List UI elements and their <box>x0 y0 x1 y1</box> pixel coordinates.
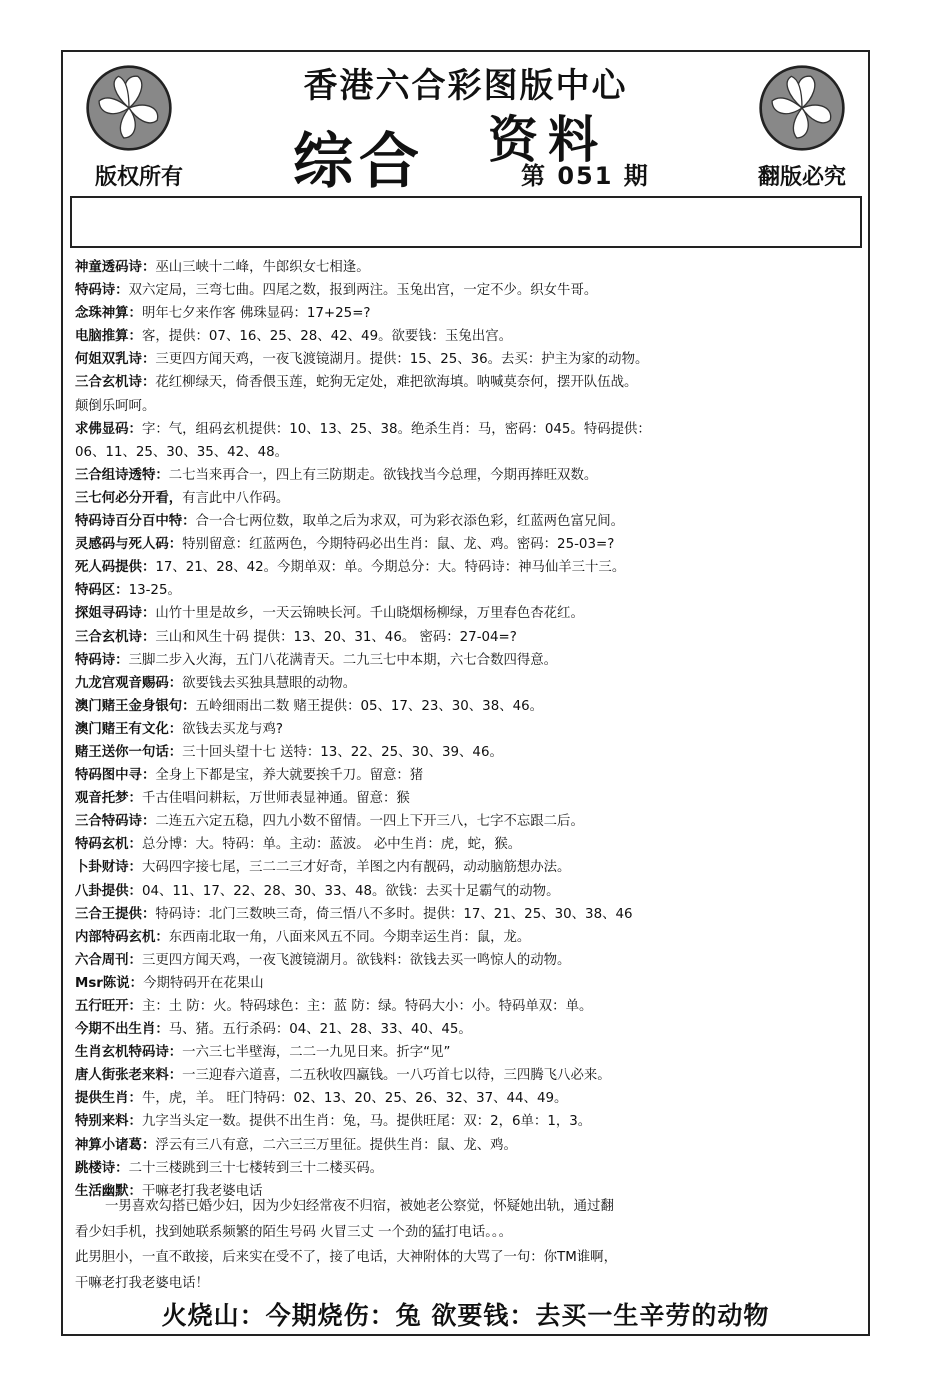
content-line <box>75 741 860 764</box>
line-value: 特别留意：红蓝两色，今期特码必出生肖：鼠、龙、鸡。密码：25-03=? <box>182 537 615 553</box>
line-value: 二连五六定五稳，四九小数不留情。一四上下开三八，七字不忘跟二后。 <box>155 814 584 830</box>
line-key: 特码诗百分百中特： <box>75 514 196 530</box>
content-line <box>75 1157 860 1180</box>
line-value: 三脚二步入火海，五门八花满青天。二九三七中本期，六七合数四得意。 <box>128 652 558 668</box>
content-line <box>75 279 860 302</box>
content-line <box>75 1110 860 1133</box>
line-key: 三合组诗透特： <box>75 467 169 483</box>
story-line: 此男胆小，一直不敢接，后来实在受不了，接了电话，大神附体的大骂了一句：你TM谁啊， <box>75 1250 617 1265</box>
line-key: 澳门赌王有文化： <box>75 721 183 737</box>
content-line <box>75 1018 860 1041</box>
big-title-left: 综合 <box>293 127 425 197</box>
line-key: 灵感码与死人码： <box>75 537 183 553</box>
line-key: 特码图中寻： <box>75 768 156 784</box>
content-line <box>75 602 860 625</box>
line-value: 客，提供：07、16、25、28、42、49。欲要钱：玉兔出宫。 <box>141 329 512 345</box>
line-value: 马、猪。五行杀码：04、21、28、33、40、45。 <box>168 1022 472 1038</box>
content-line <box>75 649 860 672</box>
content-line <box>75 464 860 487</box>
content-line <box>75 1134 860 1157</box>
line-key: 观音托梦： <box>75 791 142 807</box>
line-value: 有言此中八作码。 <box>182 490 290 506</box>
content-line <box>75 1087 860 1110</box>
line-key: 澳门赌王金身银句： <box>75 698 196 714</box>
line-value: 一三迎春六道喜，二五秋收四赢钱。一八巧首七以待，三四腾飞八必来。 <box>182 1068 611 1084</box>
line-value: 九字当头定一数。提供不出生肖：兔，马。提供旺尾：双：2，6单：1，3。 <box>141 1114 592 1130</box>
content-line <box>75 810 860 833</box>
issue-number: 第 051 期 <box>521 162 650 190</box>
line-value: 总分博：大。特码：单。主动：蓝波。 必中生肖：虎，蛇，猴。 <box>141 837 522 853</box>
line-key: 提供生肖： <box>75 1091 142 1107</box>
line-key: 特码玄机： <box>75 837 142 853</box>
line-value: 今期特码开在花果山 <box>143 975 264 991</box>
line-value: 17、21、28、42。今期单双：单。今期总分：大。特码诗：神马仙羊三十三。 <box>155 560 626 576</box>
line-value: 巫山三峡十二峰，牛郎织女七相逢。 <box>155 260 370 275</box>
line-key: 探姐寻码诗： <box>75 606 156 622</box>
line-key: 五行旺开： <box>75 999 142 1014</box>
content-line <box>75 833 860 856</box>
line-value: 三更四方闻天鸡，一夜飞渡镜湖月。提供：15、25、36。去买：护主为家的动物。 <box>155 352 649 368</box>
content-line <box>75 1064 860 1087</box>
line-key: 生活幽默： <box>75 1183 142 1199</box>
story-line: 看少妇手机，找到她联系频繁的陌生号码 火冒三丈 一个劲的猛打电话。。。 <box>75 1224 513 1240</box>
poster-frame <box>61 50 870 1336</box>
line-value: 大码四字接七尾，三二二三才好奇，羊图之内有靓码，动动脑筋想办法。 <box>141 860 571 876</box>
content-line <box>75 556 860 579</box>
content-line <box>75 995 860 1018</box>
line-value: 东西南北取一角，八面来风五不同。今期幸运生肖：鼠，龙。 <box>168 929 531 945</box>
content-line <box>75 395 860 418</box>
line-value: 山竹十里是故乡，一天云锦映长河。千山晓烟杨柳绿，万里春色杏花红。 <box>155 606 584 622</box>
line-key: 特码区： <box>75 583 129 599</box>
content-line <box>75 626 860 649</box>
line-value: 颠倒乐呵呵。 <box>75 398 156 414</box>
content-line <box>75 325 860 348</box>
empty-banner-box <box>70 196 862 248</box>
content-line <box>75 371 860 394</box>
line-key: 三合玄机诗： <box>75 375 156 391</box>
content-line <box>75 441 860 464</box>
line-value: 06、11、25、30、35、42、48。 <box>75 444 289 460</box>
content-line <box>75 1041 860 1064</box>
line-value: 13-25。 <box>128 583 181 599</box>
content-line <box>75 487 860 510</box>
line-key: 电脑推算： <box>75 329 142 345</box>
line-value: 欲钱去买龙与鸡? <box>182 721 283 737</box>
line-key: 特码诗： <box>75 283 129 299</box>
content-line <box>75 718 860 741</box>
footer-banner: 火烧山：今期烧伤：兔 欲要钱：去买一生辛劳的动物 <box>161 1301 770 1330</box>
line-key: 赌王送你一句话： <box>75 744 183 760</box>
line-key: 八卦提供： <box>75 883 142 899</box>
line-key: Msr陈说： <box>75 975 144 991</box>
line-value: 全身上下都是宝，养大就要挨千刀。留意：猪 <box>155 768 424 784</box>
header <box>63 52 868 197</box>
line-value: 三更四方闻天鸡，一夜飞渡镜湖月。欲钱料：欲钱去买一鸣惊人的动物。 <box>141 952 571 968</box>
line-key: 三合特码诗： <box>75 814 156 830</box>
story-paragraph <box>75 1194 860 1296</box>
line-key: 内部特码玄机： <box>75 929 169 945</box>
line-key: 三合王提供： <box>75 906 156 922</box>
content-line <box>75 418 860 441</box>
line-key: 六合周刊： <box>75 952 142 968</box>
story-line: 一男喜欢勾搭已婚少妇，因为少妇经常夜不归宿，被她老公察觉，怀疑她出轨，通过翻 <box>105 1199 614 1214</box>
line-key: 特码诗： <box>75 652 129 668</box>
line-key: 生肖玄机特码诗： <box>75 1045 183 1061</box>
line-value: 主：土 防：火。特码球色：主：蓝 防：绿。特码大小：小。特码单双：单。 <box>141 999 593 1014</box>
line-value: 三十回头望十七 送特：13、22、25、30、39、46。 <box>182 744 503 760</box>
line-value: 三山和风生十码 提供：13、20、31、46。 密码：27-04=? <box>155 629 517 645</box>
big-title-right: 资料 <box>488 110 608 169</box>
content-line <box>75 672 860 695</box>
content-lines <box>75 256 860 1203</box>
line-key: 跳楼诗： <box>75 1160 129 1176</box>
content-line <box>75 510 860 533</box>
line-value: 双六定局，三弯七曲。四尾之数，报到两注。玉兔出宫，一定不少。织女牛哥。 <box>128 283 598 299</box>
line-key: 三合玄机诗： <box>75 629 156 645</box>
page-title: 香港六合彩图版中心 <box>303 66 628 106</box>
line-key: 念珠神算： <box>75 306 142 322</box>
line-value: 明年七夕来作客 佛珠显码：17+25=? <box>141 306 371 322</box>
line-value: 浮云有三八有意，二六三三万里征。提供生肖：鼠、龙、鸡。 <box>155 1137 517 1153</box>
content-line <box>75 856 860 879</box>
line-key: 三七何必分开看， <box>75 490 183 506</box>
line-value: 牛，虎，羊。 旺门特码：02、13、20、25、26、32、37、44、49。 <box>141 1091 568 1107</box>
content-line <box>75 764 860 787</box>
story-line: 干嘛老打我老婆电话！ <box>75 1275 209 1291</box>
line-key: 何姐双乳诗： <box>75 352 156 368</box>
line-value: 特码诗：北门三数映三奇，倚三悟八不多时。提供：17、21、25、30、38、46 <box>155 906 633 922</box>
line-value: 04、11、17、22、28、30、33、48。欲钱：去买十足霸气的动物。 <box>141 883 560 899</box>
line-key: 神算小诸葛： <box>75 1137 156 1153</box>
content-line <box>75 533 860 556</box>
line-key: 神童透码诗： <box>75 260 156 275</box>
content-line <box>75 302 860 325</box>
line-value: 一六三七半壁海，二二一九见日来。折字“见” <box>182 1045 451 1061</box>
line-value: 千古佳唱问耕耘，万世师表显神通。留意：猴 <box>141 791 410 807</box>
content-line <box>75 926 860 949</box>
line-key: 卜卦财诗： <box>75 860 142 876</box>
line-key: 求佛显码： <box>75 421 142 437</box>
content-line <box>75 903 860 926</box>
line-value: 干嘛老打我老婆电话 <box>141 1183 263 1199</box>
line-key: 今期不出生肖： <box>75 1022 169 1038</box>
copyright-left: 版权所有 <box>95 164 184 190</box>
line-value: 字：气，组码玄机提供：10、13、25、38。绝杀生肖：马，密码：045。特码提供： <box>141 421 651 437</box>
line-value: 欲要钱去买独具慧眼的动物。 <box>182 675 357 691</box>
line-key: 唐人街张老来料： <box>75 1068 183 1084</box>
content-line <box>75 949 860 972</box>
line-value: 花红柳绿天，倚香偎玉莲，蛇狗无定处，难把欲海填。呐喊莫奈何，摆开队伍战。 <box>155 375 638 391</box>
line-value: 二十三楼跳到三十七楼转到三十二楼买码。 <box>128 1160 383 1176</box>
content-line <box>75 348 860 371</box>
content-line <box>75 579 860 602</box>
content-line <box>75 972 860 995</box>
line-value: 五岭细雨出二数 赌王提供：05、17、23、30、38、46。 <box>195 698 544 714</box>
copyright-right: 翻版必究 <box>757 164 846 190</box>
content-line <box>75 787 860 810</box>
line-key: 特别来料： <box>75 1114 142 1130</box>
content-line <box>75 256 860 279</box>
line-value: 合一合七两位数，取单之后为求双，可为彩衣添色彩，红蓝两色富兄间。 <box>195 514 625 530</box>
line-value: 二七当来再合一，四上有三防期走。欲钱找当今总理，今期再捧旺双数。 <box>168 467 598 483</box>
content-line <box>75 695 860 718</box>
content-line <box>75 880 860 903</box>
line-key: 九龙宫观音赐码： <box>75 675 183 691</box>
line-key: 死人码提供： <box>75 560 156 576</box>
